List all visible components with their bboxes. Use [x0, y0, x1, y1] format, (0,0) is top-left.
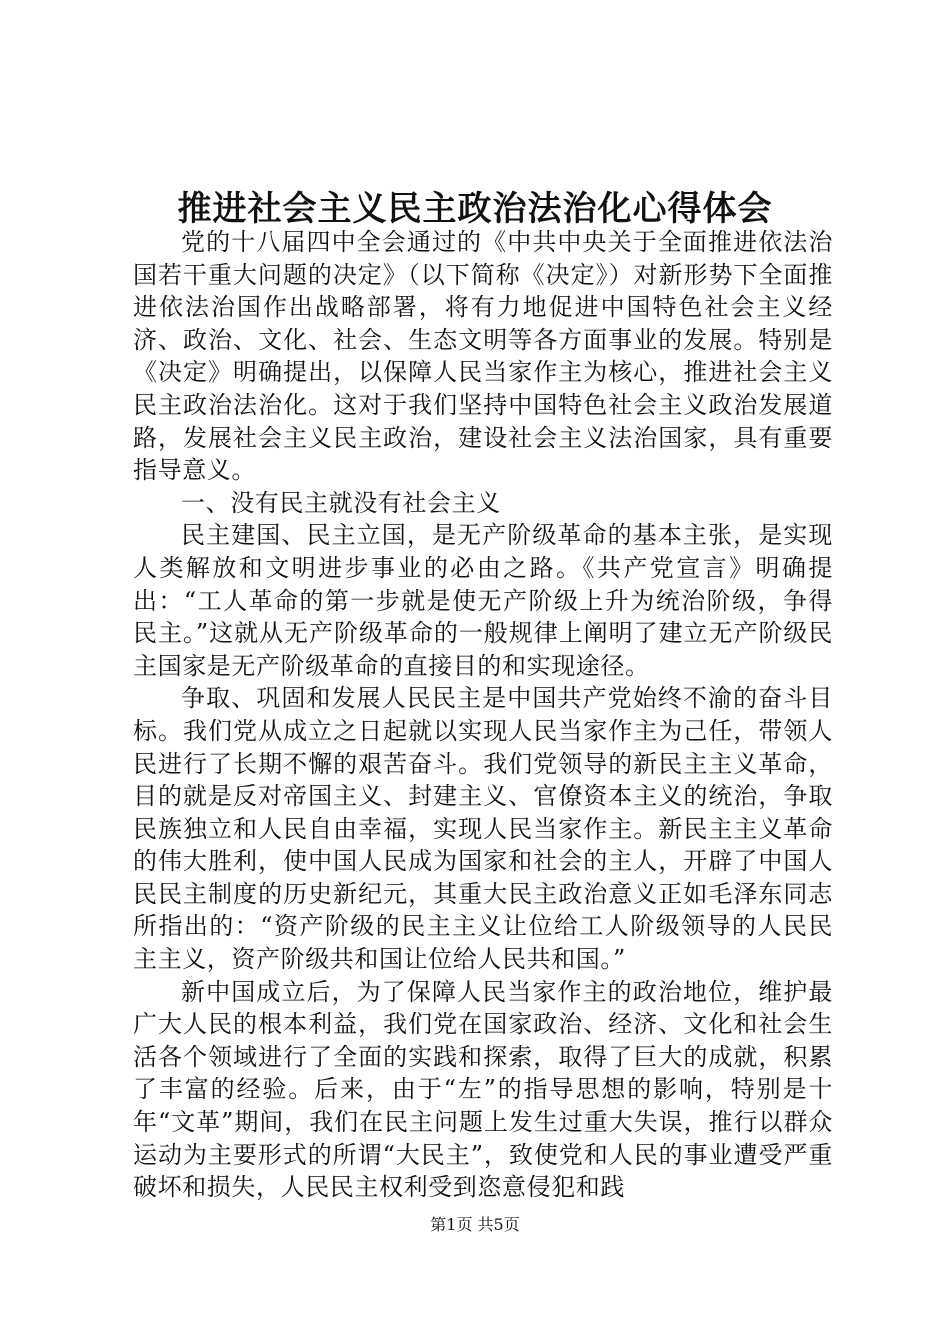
section-heading: 一、没有民主就没有社会主义	[181, 488, 501, 517]
body-paragraph: 新中国成立后，为了保障人民当家作主的政治地位，维护最广大人民的根本利益，我们党在国家政治、经济、文化和社会生活各个领域进行了全面的实践和探索，取得了巨大的成就，积累了丰富的经验。后来，由于“左”的指导思想的影响，特别是十年“文革”期间，我们在民主问题上发生过重大失误，推行以群众运动为主要形式的所谓“大民主”，致使党和人民的事业遭受严重破坏和损失，人民民主权利受到恣意侵犯和践	[133, 977, 833, 1202]
intro-paragraph: 党的十八届四中全会通过的《中共中央关于全面推进依法治国若干重大问题的决定》（以下简称《决定》）对新形势下全面推进依法治国作出战略部署，将有力地促进中国特色社会主义经济、政治、文化、社会、生态文明等各方面事业的发展。特别是《决定》明确提出，以保障人民当家作主为核心，推进社会主义民主政治法治化。这对于我们坚持中国特色社会主义政治发展道路，发展社会主义民主政治，建设社会主义法治国家，具有重要指导意义。	[133, 228, 833, 485]
document-body	[133, 226, 833, 1204]
document-title: 推进社会主义民主政治法治化心得体会	[177, 189, 773, 229]
page-number-footer: 第1页 共5页	[430, 1215, 520, 1234]
body-paragraph: 民主建国、民主立国，是无产阶级革命的基本主张，是实现人类解放和文明进步事业的必由之路。《共产党宣言》明确提出：“工人革命的第一步就是使无产阶级上升为统治阶级，争得民主。”这就从无产阶级革命的一般规律上阐明了建立无产阶级民主国家是无产阶级革命的直接目的和实现途径。	[133, 521, 833, 680]
body-paragraph: 争取、巩固和发展人民民主是中国共产党始终不渝的奋斗目标。我们党从成立之日起就以实现人民当家作主为己任，带领人民进行了长期不懈的艰苦奋斗。我们党领导的新民主主义革命，目的就是反对帝国主义、封建主义、官僚资本主义的统治，争取民族独立和人民自由幸福，实现人民当家作主。新民主主义革命的伟大胜利，使中国人民成为国家和社会的主人，开辟了中国人民民主制度的历史新纪元，其重大民主政治意义正如毛泽东同志所指出的：“资产阶级的民主主义让位给工人阶级领导的人民民主主义，资产阶级共和国让位给人民共和国。”	[133, 684, 833, 974]
